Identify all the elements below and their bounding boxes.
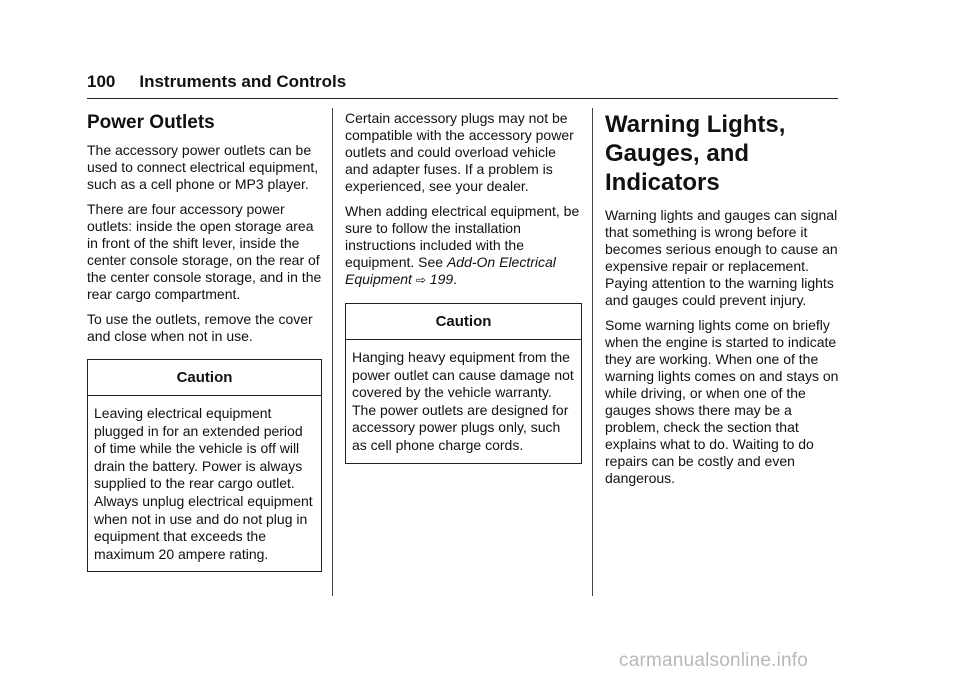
paragraph: To use the outlets, remove the cover and close when not in use. <box>87 311 313 344</box>
section-title-power-outlets: Power Outlets <box>87 112 215 133</box>
watermark: carmanualsonline.info <box>619 650 809 671</box>
page-header <box>87 72 837 92</box>
column-2 <box>345 110 582 464</box>
paragraph-with-reference <box>345 203 582 289</box>
paragraph: Some warning lights come on briefly when the engine is started to indicate they are working. When one of the warning lights comes on and stays on while driving, or when one of the gauges shows there may be a problem, check the section that explains what to do. Waiting to do repairs can be costly and even dangerous. <box>605 317 839 486</box>
paragraph: Warning lights and gauges can signal that something is wrong before it becomes serious enough to cause an expensive repair or replacement. Paying attention to the warning lights and gauges could prevent injury. <box>605 207 838 308</box>
caution-text: Leaving electrical equipment plugged in for an extended period of time while the vehicle is off will drain the battery. Power is always supplied to the rear cargo outlet. Always unplug electrical equipment when not in use and do not plug in equipment that exceeds the maximum 20 ampere rating. <box>94 405 313 562</box>
column-1 <box>87 108 322 572</box>
caution-box <box>87 359 322 572</box>
chapter-title: Instruments and Controls <box>139 72 347 91</box>
column-divider-2 <box>592 108 593 596</box>
period: . <box>453 271 458 287</box>
page-number: 100 <box>87 72 116 91</box>
caution-text: Hanging heavy equipment from the power outlet can cause damage not covered by the vehicle warranty. The power outlets are designed for accessory power plugs only, such as cell phone charge cords. <box>352 349 574 453</box>
page-reference-icon: ⇨ <box>415 273 426 287</box>
caution-heading: Caution <box>346 304 581 340</box>
column-3 <box>605 108 842 495</box>
paragraph: Certain accessory plugs may not be compatible with the accessory power outlets and could overload vehicle and adapter fuses. If a problem is experienced, see your dealer. <box>345 110 574 194</box>
paragraph: The accessory power outlets can be used to connect electrical equipment, such as a cell phone or MP3 player. <box>87 142 319 192</box>
header-rule <box>87 98 838 99</box>
caution-box <box>345 303 582 464</box>
page-reference-number[interactable]: 199 <box>429 271 454 287</box>
paragraph: There are four accessory power outlets: inside the open storage area in front of the shift lever, inside the center console storage, on the rear of the center console storage, and in the rear cargo compartment. <box>87 201 322 302</box>
caution-heading: Caution <box>88 360 321 396</box>
paragraph-text: When adding electrical equipment, be sure to follow the installation instructions included with the equipment. See <box>345 203 580 270</box>
column-divider-1 <box>332 108 333 596</box>
section-title-warning-lights: Warning Lights, Gauges, and Indicators <box>605 111 786 196</box>
cross-reference-link[interactable]: Add-On Electrical Equipment <box>345 254 556 287</box>
